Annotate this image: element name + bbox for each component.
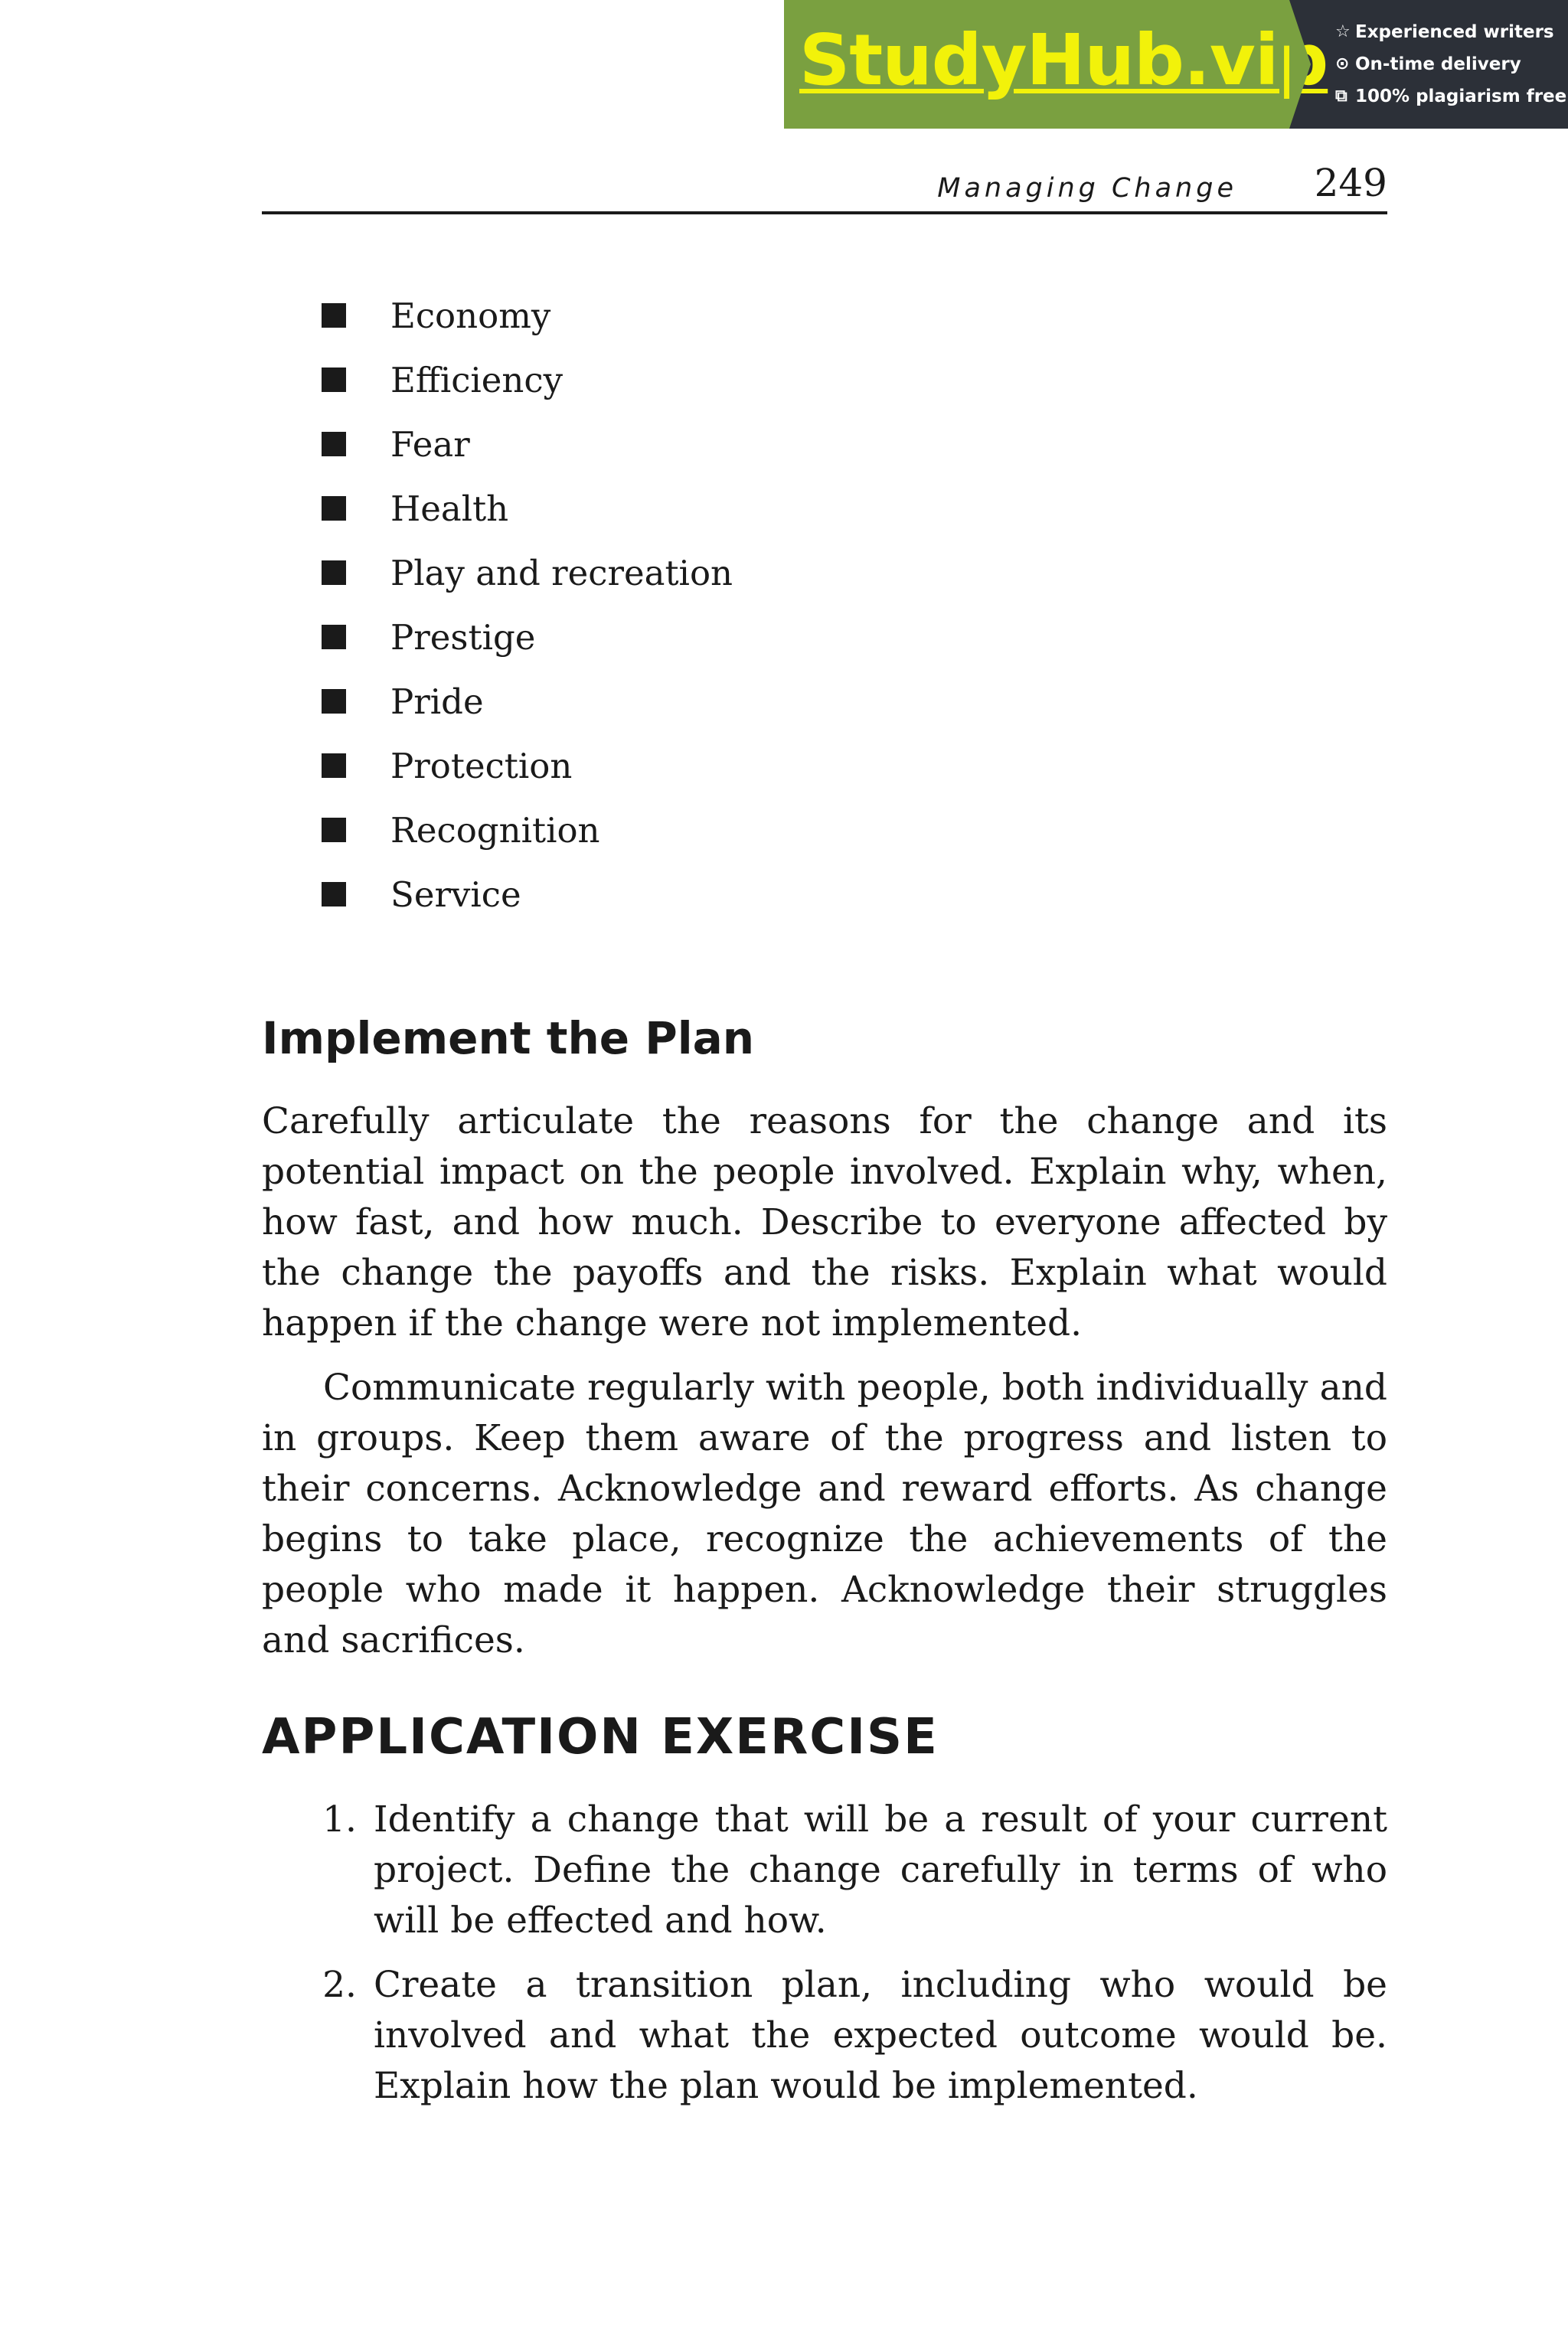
list-item-text: Pride (390, 681, 484, 722)
list-item-text: Fear (390, 423, 470, 465)
square-bullet-icon (322, 560, 346, 585)
page-number: 249 (1314, 161, 1387, 205)
square-bullet-icon (322, 368, 346, 392)
clock-icon: ⊙ (1335, 54, 1350, 74)
square-bullet-icon (322, 753, 346, 778)
list-item (322, 605, 733, 669)
running-header (262, 156, 1387, 214)
watermark-feature (1335, 18, 1568, 46)
list-item-text: Play and recreation (390, 552, 733, 593)
exercise-text: Identify a change that will be a result of your current project. Define the change carefully in terms of who will be effected and how. (374, 1798, 1387, 1942)
watermark-feature-label: 100% plagiarism free (1355, 87, 1567, 106)
list-item (322, 733, 733, 798)
list-item (322, 476, 733, 541)
motivator-list (322, 283, 733, 926)
list-item-text: Service (390, 874, 521, 915)
list-item-text: Health (390, 488, 509, 529)
square-bullet-icon (322, 303, 346, 328)
list-item-text: Recognition (390, 809, 600, 851)
copy-icon: ⧉ (1335, 87, 1348, 106)
exercise-item (262, 1795, 1387, 1946)
body-paragraph: Communicate regularly with people, both individually and in groups. Keep them aware of the progress and listen to their concerns. Acknowledge and reward efforts. As change begins to take place, recognize the achievements of the people who made it happen. Acknowledge their struggles and sacrifices. (262, 1367, 1387, 1661)
square-bullet-icon (322, 818, 346, 842)
star-icon: ☆ (1335, 22, 1351, 41)
exercise-item (262, 1960, 1387, 2112)
exercise-list (262, 1795, 1387, 2125)
list-item (322, 348, 733, 412)
list-item-text: Protection (390, 745, 573, 786)
list-item (322, 669, 733, 733)
watermark-logo-panel (784, 0, 1328, 129)
watermark-logo: StudyHub.vip (799, 19, 1328, 101)
exercise-number: 1. (322, 1798, 357, 1841)
list-item-text: Economy (390, 295, 551, 336)
section-heading-implement: Implement the Plan (262, 1012, 755, 1064)
list-item (322, 798, 733, 862)
square-bullet-icon (322, 496, 346, 521)
running-title: Managing Change (937, 173, 1237, 204)
watermark-feature-label: Experienced writers (1355, 22, 1554, 42)
exercise-number: 2. (322, 1964, 357, 2006)
list-item (322, 412, 733, 476)
list-item (322, 862, 733, 926)
square-bullet-icon (322, 625, 346, 649)
watermark-feature-label: On-time delivery (1355, 54, 1521, 74)
list-item-text: Prestige (390, 616, 536, 658)
list-item (322, 541, 733, 605)
square-bullet-icon (322, 882, 346, 906)
watermark-banner[interactable] (784, 0, 1568, 129)
body-paragraph: Carefully articulate the reasons for the change and its potential impact on the people involved. Explain why, when, how fast, and how much. Describe to everyone affected by the change the payoffs and the risks. Explain what would happen if the change were not implemented. (262, 1100, 1387, 1344)
section-heading-exercise: APPLICATION EXERCISE (262, 1709, 939, 1766)
exercise-text: Create a transition plan, including who would be involved and what the expected outcome would be. Explain how the plan would be implemented. (374, 1964, 1387, 2107)
watermark-features (1289, 0, 1568, 129)
watermark-feature (1335, 83, 1568, 110)
square-bullet-icon (322, 689, 346, 714)
watermark-feature (1335, 51, 1568, 78)
square-bullet-icon (322, 432, 346, 456)
list-item-text: Efficiency (390, 359, 564, 400)
list-item (322, 283, 733, 348)
